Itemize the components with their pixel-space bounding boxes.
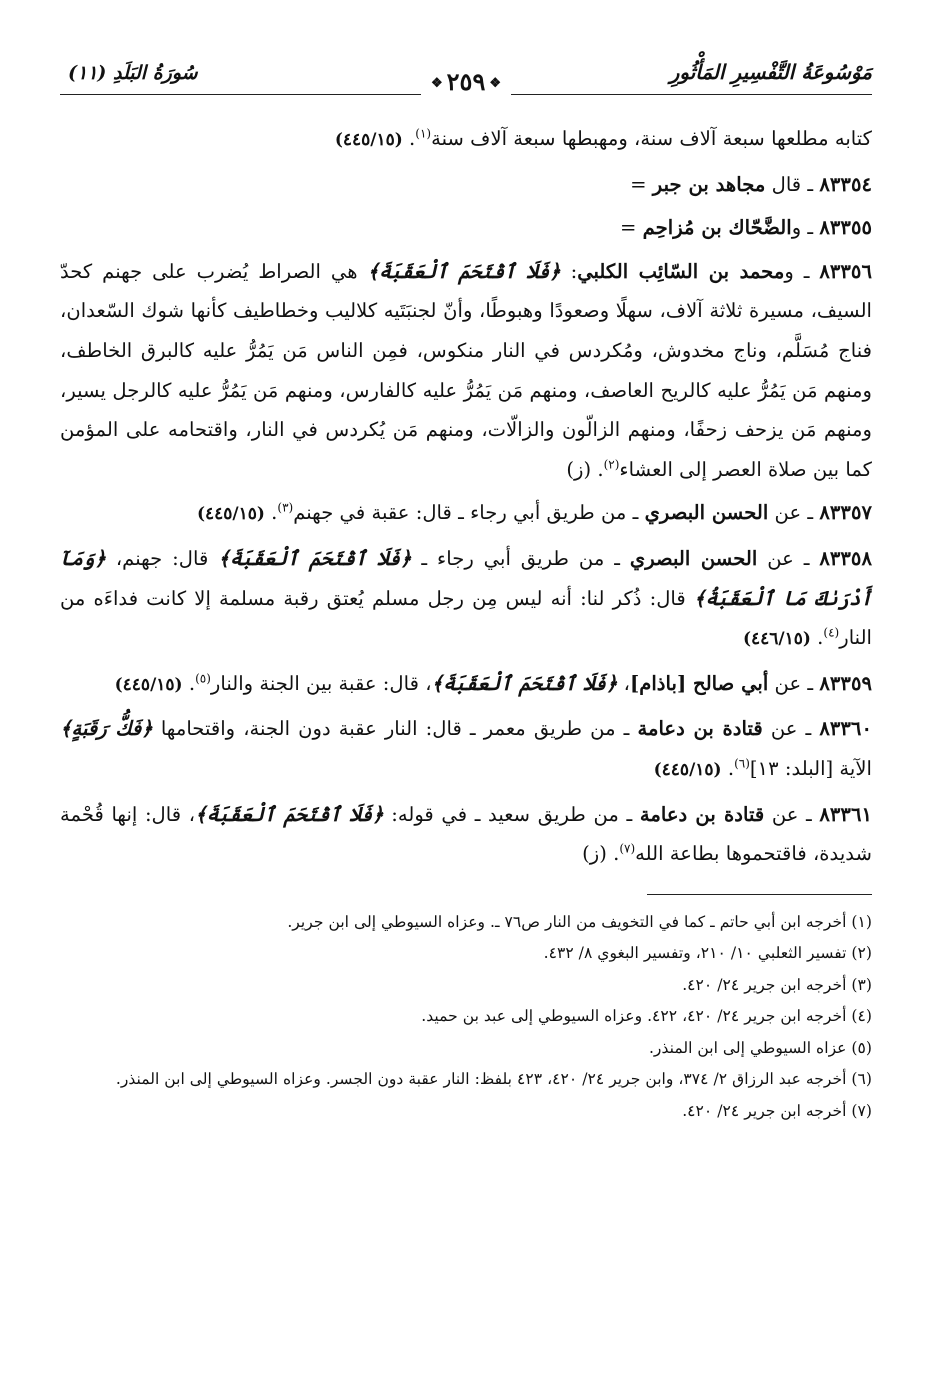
surah-label: سُورَةُ البَلَدِ (١١) (68, 62, 198, 84)
text-run: = (619, 216, 643, 240)
narrator-name: الحسن البصري (644, 501, 769, 525)
text-run: : (560, 259, 578, 283)
footnote-marker: (١) (415, 126, 432, 141)
narration-paragraph (60, 208, 872, 248)
footnote: (٣) أخرجه ابن جرير ٢٤/ ٤٢٠. (682, 975, 872, 994)
text-run: ـ عن (762, 717, 820, 741)
volume-reference: (٤٤٥/١٥) (334, 130, 403, 150)
text-run: قال: ذُكر لنا: أنه ليس مِن رجل مسلم يُعتق رقبة مسلمة إلا كانت فداءَه من النار (60, 586, 872, 650)
text-run: ـ من طريق معمر ـ قال: النار عقبة دون الجنة، واقتحامها (152, 717, 638, 741)
hadith-number: ٨٣٣٦١ (819, 802, 872, 826)
narration-paragraph (60, 795, 872, 874)
narrator-name: الضَّحّاك بن مُزاحِم (642, 216, 792, 240)
footnote: (٥) عزاه السيوطي إلى ابن المنذر. (648, 1038, 872, 1057)
hadith-number: ٨٣٣٥٥ (819, 216, 872, 240)
text-run: قال: جهنم، (105, 546, 219, 570)
footnote: (٧) أخرجه ابن جرير ٢٤/ ٤٢٠. (682, 1101, 872, 1120)
footnote: (٦) أخرجه عبد الرزاق ٢/ ٣٧٤، وابن جرير ٢٤/ ٤٢٠، ٤٢٣ بلفظ: النار عقبة دون الجسر. وعزاه السيوطي إلى ابن المنذر. (115, 1070, 872, 1089)
quran-quote: ﴿فَلَا ٱقْتَحَمَ ٱلْعَقَبَةَ﴾ (367, 259, 561, 283)
text-run: الآية [البلد: ١٣] (749, 756, 872, 780)
text-run: . (810, 626, 824, 650)
narration-paragraph (60, 252, 872, 490)
text-run: ، قال: إنها قُحْمة شديدة، فاقتحموها بطاعة الله (60, 802, 872, 866)
text-run: ـ عن (768, 501, 820, 525)
narration-paragraph (60, 664, 872, 706)
narrator-name: محمد بن السّائِب الكلبي (577, 259, 785, 283)
narrator-name: أبي صالح [باذام] (629, 671, 769, 695)
footnote-marker: (٧) (619, 841, 636, 856)
text-run: ـ و (784, 259, 820, 283)
hadith-number: ٨٣٣٦٠ (819, 717, 872, 741)
text-run: ـ عن (757, 546, 820, 570)
narration-paragraph (60, 493, 872, 535)
narration-paragraph (60, 709, 872, 790)
footnotes (60, 907, 872, 1128)
text-run: . (182, 671, 196, 695)
text-run: ـ من طريق أبي رجاء ـ (411, 546, 630, 570)
page-number: ٢٥٩ (446, 67, 486, 96)
footnote: (٤) أخرجه ابن جرير ٢٤/ ٤٢٠، ٤٢٢. وعزاه السيوطي إلى عبد بن حميد. (421, 1007, 872, 1026)
narrator-name: قتادة بن دعامة (639, 802, 765, 826)
footnote-separator (647, 894, 872, 895)
volume-reference: (٤٤٦/١٥) (742, 629, 811, 650)
hadith-number: ٨٣٣٥٨ (819, 546, 872, 570)
quran-quote: ﴿فَلَا ٱقْتَحَمَ ٱلْعَقَبَةَ﴾ (431, 671, 618, 695)
narrator-name: قتادة بن دعامة (637, 717, 763, 741)
text-run: . (402, 127, 416, 150)
footnote: (٢) تفسير الثعلبي ١٠/ ٢١٠، وتفسير البغوي ٨/ ٤٣٢. (543, 944, 872, 963)
book-page (60, 58, 872, 1127)
text-run: ـ من طريق سعيد ـ في قوله: (383, 802, 640, 826)
text-run: . (721, 756, 735, 780)
quran-quote: ﴿فَلَا ٱقْتَحَمَ ٱلْعَقَبَةَ﴾ (218, 546, 412, 570)
text-run: . (264, 501, 278, 525)
text-run: . (ز) (566, 457, 604, 481)
quran-quote: ﴿فَكُّ رَقَبَةٍ﴾ (60, 717, 153, 741)
page-number-box (421, 68, 511, 98)
footnote-marker: (٤) (823, 625, 840, 640)
text-run: ، (617, 671, 630, 695)
text-run: ـ قال (765, 172, 820, 196)
volume-reference: (٤٤٥/١٥) (653, 759, 722, 780)
narrator-name: الحسن البصري (629, 546, 758, 570)
text-run: = (630, 172, 653, 196)
footnote-marker: (٣) (277, 500, 294, 515)
hadith-number: ٨٣٣٥٤ (819, 172, 872, 196)
narration-paragraph (60, 165, 872, 205)
volume-reference: (٤٤٥/١٥) (196, 504, 265, 525)
ornament-icon: ❖ (431, 75, 443, 91)
footnote-marker: (٢) (603, 457, 620, 472)
narrator-name: مجاهد بن جبر (652, 172, 766, 196)
narration-paragraph (60, 539, 872, 660)
main-text (60, 119, 872, 874)
page-header (60, 58, 872, 95)
quran-quote: ﴿وَمَآ أَدْرَىٰكَ مَا ٱلْعَقَبَةُ﴾ (60, 546, 872, 610)
text-run: ـ و (791, 216, 820, 240)
hadith-number: ٨٣٣٥٦ (819, 259, 872, 283)
text-run: كتابه مطلعها سبعة آلاف سنة، ومهبطها سبعة آلاف سنة (431, 127, 872, 150)
footnote-marker: (٦) (734, 756, 750, 771)
text-run: ـ عن (764, 802, 820, 826)
text-run: ، قال: عقبة بين الجنة والنار (210, 671, 432, 695)
footnote: (١) أخرجه ابن أبي حاتم ـ كما في التخويف من النار ص٧٦ ـ. وعزاه السيوطي إلى ابن جرير. (287, 912, 872, 931)
hadith-number: ٨٣٣٥٩ (819, 671, 872, 695)
text-run: هي الصراط يُضرب على جهنم كحدّ السيف، مسيرة ثلاثة آلاف، سهلًا وصعودًا وهبوطًا، وأنّ لجنبَتَيه كلاليب وخطاطيف كأنها شوك السّعدان، فناج مُسَلَّم، وناج مخدوش، ومُكردس في النار منكوس، فمِن الناس مَن يَمُرُّ عليه كالبرق الخاطف، ومنهم مَن يَمُرُّ عليه كالريح العاصف، ومنهم مَن يَمُرُّ عليه كالفارس، ومنهم مَن يَمُرُّ عليه كالرجل يسير، ومنهم مَن يزحف زحفًا، ومنهم الزالّون والزالّات، ومنهم مَن يُكردس في النار، واقتحامه على المؤمن كما بين صلاة العصر إلى العشاء (60, 259, 872, 481)
text-run: . (ز) (582, 842, 620, 866)
book-title: مَوْسُوعَةُ التَّفْسِيرِ المَأْثُورِ (669, 60, 872, 84)
volume-reference: (٤٤٥/١٥) (114, 674, 183, 695)
ornament-icon: ❖ (489, 75, 501, 91)
narration-paragraph (60, 119, 872, 161)
quran-quote: ﴿فَلَا ٱقْتَحَمَ ٱلْعَقَبَةَ﴾ (195, 802, 384, 826)
footnote-marker: (٥) (195, 671, 211, 686)
text-run: ـ من طريق أبي رجاء ـ قال: عقبة في جهنم (293, 501, 645, 525)
hadith-number: ٨٣٣٥٧ (819, 501, 872, 525)
text-run: ـ عن (768, 671, 820, 695)
